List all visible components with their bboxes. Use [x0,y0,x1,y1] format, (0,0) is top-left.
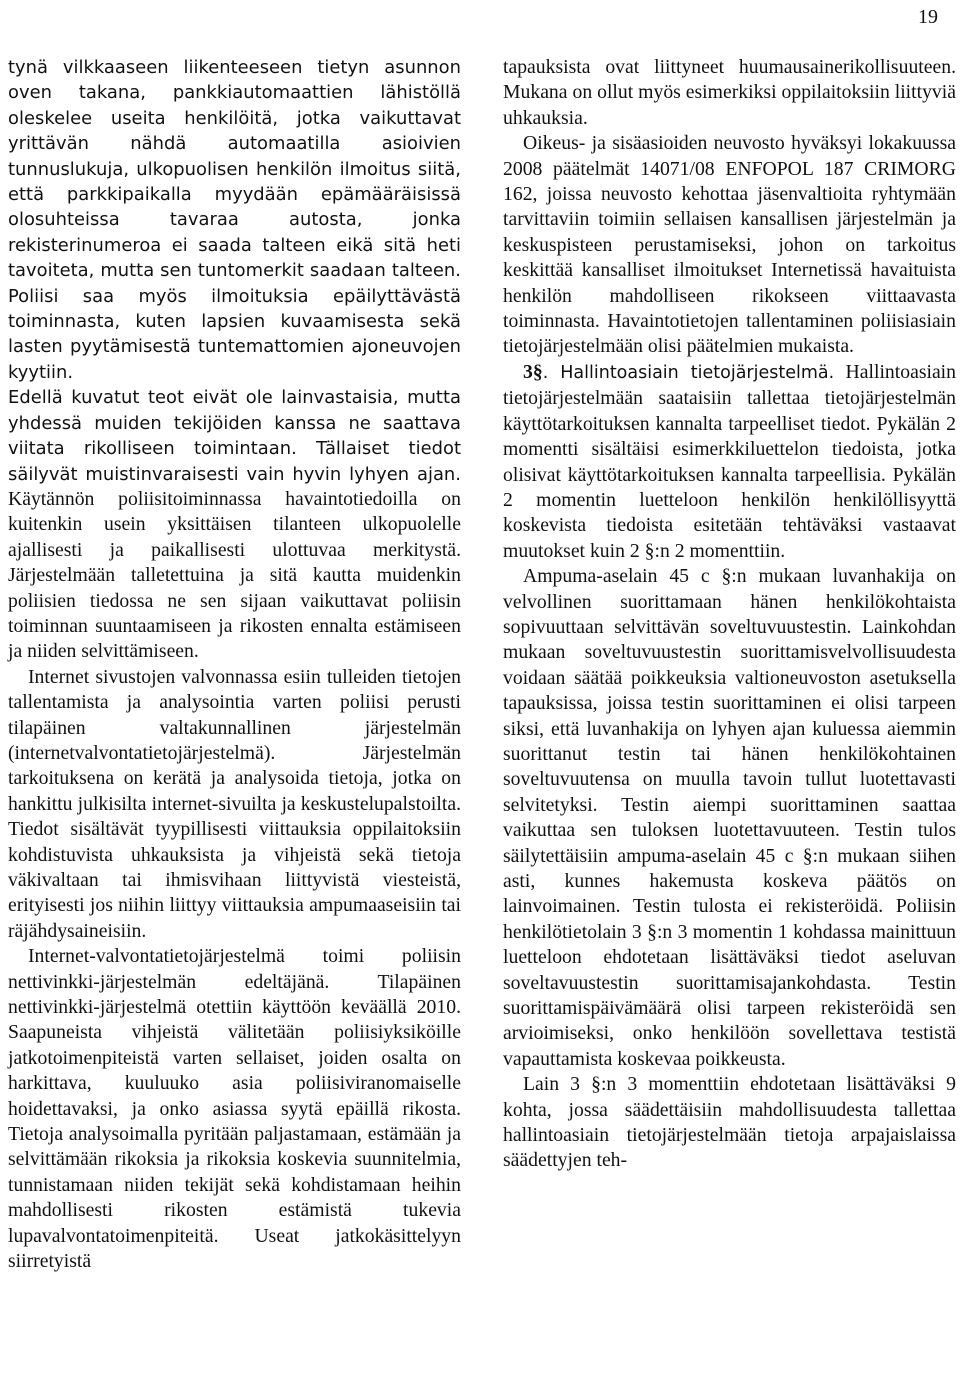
section-sign: § [532,360,543,383]
right-column [503,55,956,1174]
right-paragraph-5: Lain 3 §:n 3 momenttiin ehdotetaan lisättäväksi 9 kohta, jossa säädettäisiin mahdollisuudesta tallettaa hallintoasiain tietojärjestelmään tietoja arpajaislaissa säädettyjen teh- [503,1073,956,1172]
left-paragraph-2 [8,385,461,664]
left-column [8,55,461,1275]
left-paragraph-2-sans-part: Edellä kuvatut teot eivät ole lainvastaisia, mutta yhdessä muiden tekijöiden kanssa ne saattava viitata rikolliseen toimintaan. Tällaiset tiedot säilyvät muistinvaraisesti vain hyvin lyhyen ajan. [8,387,461,485]
right-paragraph-2: Oikeus- ja sisäasioiden neuvosto hyväksyi lokakuussa 2008 päätelmät 14071/08 ENFOPOL 187 CRIMORG 162, joissa neuvosto kehottaa jäsenvaltioita ryhtymään tarvittaviin toimiin sellaisen kansallisen järjestelmän ja keskuspisteen perustamiseksi, johon on tarkoitus keskittää kansalliset ilmoitukset Internetissä havaituista henkilön mahdolliseen rikokseen viittaavasta toiminnasta. Havaintotietojen tallentaminen poliisiasiain tietojärjestelmään olisi päätelmien mukaista. [503,132,956,358]
left-paragraph-1: tynä vilkkaaseen liikenteeseen tietyn asunnon oven takana, pankkiautomaattien lähistöllä oleskelee useita henkilöitä, jotka vaikuttavat yrittävän nähdä automaatilla asioivien tunnuslukuja, ulkopuolisen henkilön ilmoitus siitä, että parkkipaikalla myydään epämääräisissä olosuhteissa tavaraa autosta, jonka rekisterinumeroa ei saada talteen eikä sitä heti tavoiteta, mutta sen tuntomerkit saadaan talteen. Poliisi saa myös ilmoituksia epäilyttävästä toiminnasta, kuten lapsien kuvaamisesta sekä lasten pyytämisestä tuntemattomien ajoneuvojen kyytiin. [8,57,461,383]
left-paragraph-4: Internet-valvontatietojärjestelmä toimi poliisin nettivinkki-järjestelmän edeltäjänä. Tilapäinen nettivinkki-järjestelmä otettiin käyttöön keväällä 2010. Saapuneista vihjeistä välitetään poliisiyksiköille jatkotoimenpiteistä varten sellaiset, joiden osalta on harkittava, kuuluuko asia poliisiviranomaiselle hoidettavaksi, ja onko asiassa syytä epäillä rikosta. Tietoja analysoimalla pyritään paljastamaan, estämään ja selvittämään rikoksia ja rikoksia koskevia suunnitelmia, tunnistamaan niiden tekijät sekä kohdistamaan heihin mahdollisesti rikosten estämistä tukevia lupavalvontatoimenpiteitä. Useat jatkokäsittelyyn siirretyistä [8,945,461,1273]
right-paragraph-1: tapauksista ovat liittyneet huumausainerikollisuuteen. Mukana on ollut myös esimerkiksi oppilaitoksiin liittyviä uhkauksia. [503,56,956,129]
section-number: 3 [523,360,533,383]
left-paragraph-2-serif-part: Käytännön poliisitoiminnassa havaintotiedoilla on kuitenkin usein yksittäisen tilanteen ulkopuolelle ajallisesti ja paikallisesti ulottuvaa merkitystä. Järjestelmään talletettuina ja sitä kautta muidenkin poliisien tiedossa ne sen sijaan vaikuttavat poliisin toiminnan suuntaamiseen ja rikosten ennalta estämiseen ja niiden selvittämiseen. [8,487,461,663]
left-paragraph-3: Internet sivustojen valvonnassa esiin tulleiden tietojen tallentamista ja analysointia varten poliisi perusti tilapäinen valtakunnallinen järjestelmän (internetvalvontatietojärjestelmä). Järjestelmän tarkoituksena on kerätä ja analysoida tietoja, jotka on hankittu julkisilta internet-sivuilta ja keskustelupalstoilta. Tiedot sisältävät tyypillisesti viittauksia oppilaitoksiin kohdistuvista uhkauksista ja vihjeistä sekä tietoja väkivaltaan tai ihmisvihaan liittyvistä viesteistä, erityisesti jos niihin liittyy viittauksia ampumaaseisiin tai räjähdysaineisiin. [8,665,461,942]
section-title: . Hallintoasiain tietojärjestelmä. [542,362,835,383]
right-paragraph-4: Ampuma-aselain 45 c §:n mukaan luvanhakija on velvollinen suorittamaan hänen henkilökohtaista sopivuuttaan selvittävän soveltuvuustestin. Lainkohdan mukaan soveltuvuustestin suorittamisvelvollisuudesta voidaan säätää poikkeuksia valtioneuvoston asetuksella tapauksissa, joissa testin suorittaminen ei olisi tarpeen siksi, että luvanhakija on lyhyen ajan kuluessa aiemmin suorittanut testin tai hänen henkilökohtainen soveltuvuutensa on muulla tavoin tullut luotettavasti selvitetyksi. Testin aiempi suorittaminen saattaa vaikuttaa sen tuloksen luotettavuuteen. Testin tulos säilytettäisiin ampuma-aselain 45 c §:n mukaan siihen asti, kunnes hakemusta koskeva päätös on lainvoimainen. Testin tulosta ei rekisteröidä. Poliisin henkilötietolain 3 §:n 3 momentin 1 kohdassa mainittuun luetteloon ehdotetaan lisättäväksi tiedot aseluvan soveltavuustestin suorittamisajankohdasta. Testin suorittamispäivämäärä olisi tarpeen rekisteröidä sen arvioimiseksi, onko henkilöön sovellettava testistä vapauttamista koskevaa poikkeusta. [503,565,956,1070]
section-body: Hallintoasiain tietojärjestelmään saataisiin tallettaa tietojärjestelmän käyttötarkoituksen kannalta tarpeelliset tiedot. Pykälän 2 momentti sisältäisi esimerkkiluettelon tiedoista, jotka olisivat käyttötarkoituksen kannalta tarpeellisia. Pykälän 2 momentin luetteloon henkilön henkilöllisyyttä koskevista tiedoista esitetään tehtäväksi vastaavat muutokset kuin 2 §:n 2 momenttiin. [503,360,956,562]
right-paragraph-3 [503,360,956,564]
page-number: 19 [918,6,938,28]
